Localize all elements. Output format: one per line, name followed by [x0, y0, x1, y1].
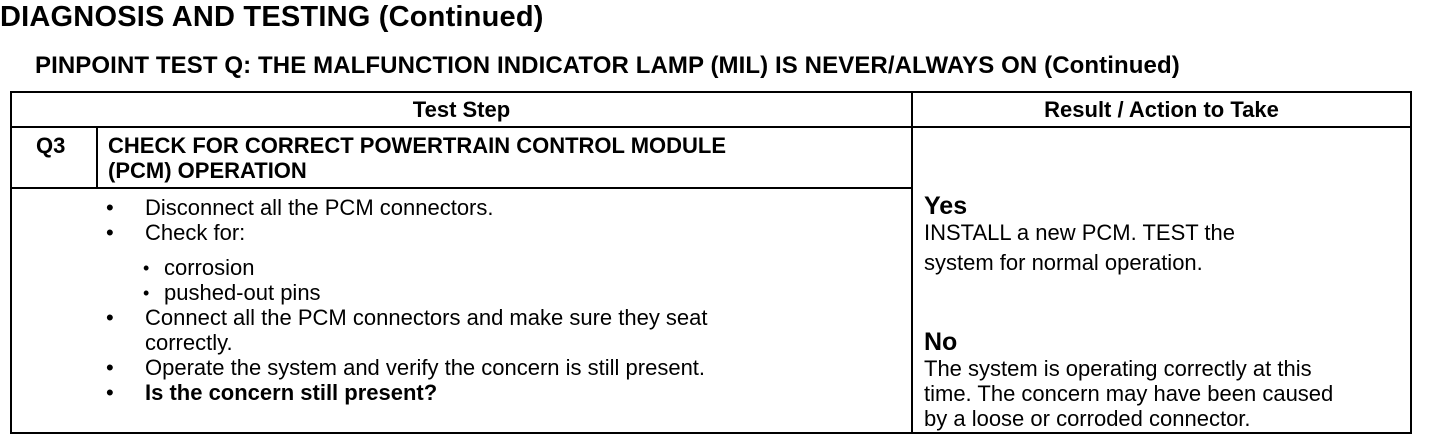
- result-no-text: The system is operating correctly at this: [924, 356, 1312, 381]
- column-divider: [911, 93, 913, 432]
- result-yes-text: INSTALL a new PCM. TEST the: [924, 220, 1235, 245]
- bullet-dot: •: [106, 380, 114, 405]
- sub-bullet-item: corrosion: [164, 255, 255, 280]
- sub-bullet-item: pushed-out pins: [164, 280, 321, 305]
- pinpoint-test-table: [10, 91, 1412, 434]
- bullet-dot: •: [106, 305, 114, 330]
- step-id: Q3: [36, 133, 66, 158]
- step-id-divider: [96, 126, 98, 188]
- result-yes-label: Yes: [924, 192, 968, 220]
- header-test-step: Test Step: [412, 97, 511, 122]
- bullet-dot: •: [106, 220, 114, 245]
- page-title: DIAGNOSIS AND TESTING (Continued): [0, 1, 544, 33]
- header-divider: [12, 126, 1410, 128]
- step-title-divider: [12, 187, 912, 189]
- bullet-item: Check for:: [145, 220, 246, 245]
- sub-bullet-dot: •: [143, 258, 150, 278]
- header-result-action: Result / Action to Take: [1044, 97, 1279, 122]
- sub-bullet-dot: •: [143, 283, 150, 303]
- bullet-item: Operate the system and verify the concern is still present.: [145, 355, 706, 380]
- result-no-text: by a loose or corroded connector.: [924, 406, 1251, 431]
- bullet-item: Connect all the PCM connectors and make sure they seat: [145, 305, 708, 330]
- step-title-line1: CHECK FOR CORRECT POWERTRAIN CONTROL MODULE: [108, 133, 727, 158]
- result-no-label: No: [924, 328, 958, 356]
- result-no-text: time. The concern may have been caused: [924, 381, 1334, 406]
- bullet-item-question: Is the concern still present?: [145, 380, 438, 405]
- bullet-dot: •: [106, 355, 114, 380]
- bullet-item: Disconnect all the PCM connectors.: [145, 195, 494, 220]
- bullet-dot: •: [106, 195, 114, 220]
- bullet-item-continuation: correctly.: [145, 330, 233, 355]
- result-yes-text: system for normal operation.: [924, 250, 1203, 275]
- step-title-line2: (PCM) OPERATION: [108, 158, 307, 183]
- page-subtitle: PINPOINT TEST Q: THE MALFUNCTION INDICATOR LAMP (MIL) IS NEVER/ALWAYS ON (Continued): [35, 52, 1180, 79]
